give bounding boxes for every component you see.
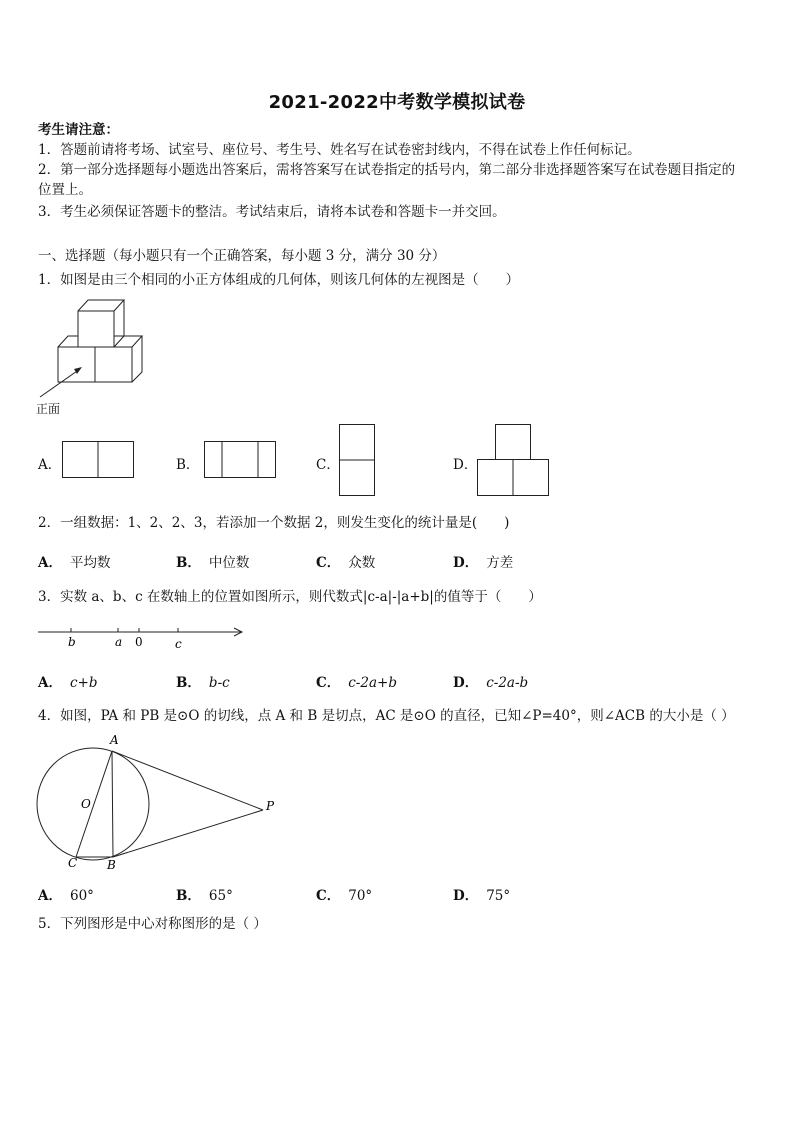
question-1-stem: 1．如图是由三个相同的小正方体组成的几何体，则该几何体的左视图是（ ） <box>38 272 520 288</box>
q1-option-a-figure <box>62 441 134 479</box>
q1-option-c-label: C． <box>316 457 340 473</box>
notice-heading: 考生请注意： <box>38 122 119 138</box>
q1-option-a-label: A． <box>38 457 62 473</box>
question-2-stem: 2．一组数据：1、2、2、3，若添加一个数据 2，则发生变化的统计量是( ) <box>38 515 510 531</box>
section-heading: 一、选择题（每小题只有一个正确答案，每小题 3 分，满分 30 分） <box>38 248 446 264</box>
q4-option-a: A． 60° <box>38 888 94 904</box>
q2-option-b: B． 中位数 <box>176 555 250 571</box>
q1-option-b-figure <box>204 441 276 479</box>
q3-option-d: D． c-2a-b <box>453 675 529 691</box>
q4-option-d: D． 75° <box>453 888 511 904</box>
question-3-stem: 3．实数 a、b、c 在数轴上的位置如图所示，则代数式|c-a|-|a+b|的值等于（ ） <box>38 589 542 605</box>
q4-option-c: C． 70° <box>316 888 373 904</box>
q3-option-b: B． b-c <box>176 675 230 691</box>
q3-option-a: A． c+b <box>38 675 98 691</box>
front-label: 正面 <box>36 402 61 416</box>
q2-option-a: A． 平均数 <box>38 555 111 571</box>
point-a-label: A <box>110 733 119 747</box>
notice-item-1: 1．答题前请将考场、试室号、座位号、考生号、姓名写在试卷密封线内，不得在试卷上作任何标记。 <box>38 142 641 158</box>
q1-option-c-figure <box>339 424 376 496</box>
page-title: 2021-2022中考数学模拟试卷 <box>268 92 526 113</box>
axis-label-zero: 0 <box>135 635 143 649</box>
number-line <box>38 620 248 654</box>
q1-option-d-figure <box>477 424 550 496</box>
q2-option-d: D． 方差 <box>453 555 514 571</box>
point-o-label: O <box>81 797 91 811</box>
notice-item-2-cont: 位置上。 <box>38 182 92 198</box>
question-5-stem: 5．下列图形是中心对称图形的是（ ） <box>38 916 267 932</box>
circle-tangent-figure <box>36 730 286 875</box>
q4-option-b: B． 65° <box>176 888 233 904</box>
q3-option-c: C． c-2a+b <box>316 675 397 691</box>
question-4-stem: 4．如图，PA 和 PB 是⊙O 的切线，点 A 和 B 是切点，AC 是⊙O 的直径，已知∠P=40°，则∠ACB 的大小是（ ） <box>38 708 735 724</box>
notice-item-2: 2．第一部分选择题每小题选出答案后，需将答案写在试卷指定的括号内，第二部分非选择题答案写在试卷题目指定的 <box>38 162 736 178</box>
point-p-label: P <box>266 799 275 813</box>
q2-option-c: C． 众数 <box>316 555 376 571</box>
cube-figure <box>30 295 160 425</box>
q1-option-b-label: B． <box>176 457 200 473</box>
axis-label-b: b <box>68 635 76 649</box>
notice-item-3: 3．考生必须保证答题卡的整洁。考试结束后，请将本试卷和答题卡一并交回。 <box>38 204 506 220</box>
point-b-label: B <box>107 858 116 872</box>
point-c-label: C <box>68 856 78 870</box>
axis-label-a: a <box>115 635 123 649</box>
q1-option-d-label: D． <box>453 457 478 473</box>
axis-label-c: c <box>175 637 182 651</box>
